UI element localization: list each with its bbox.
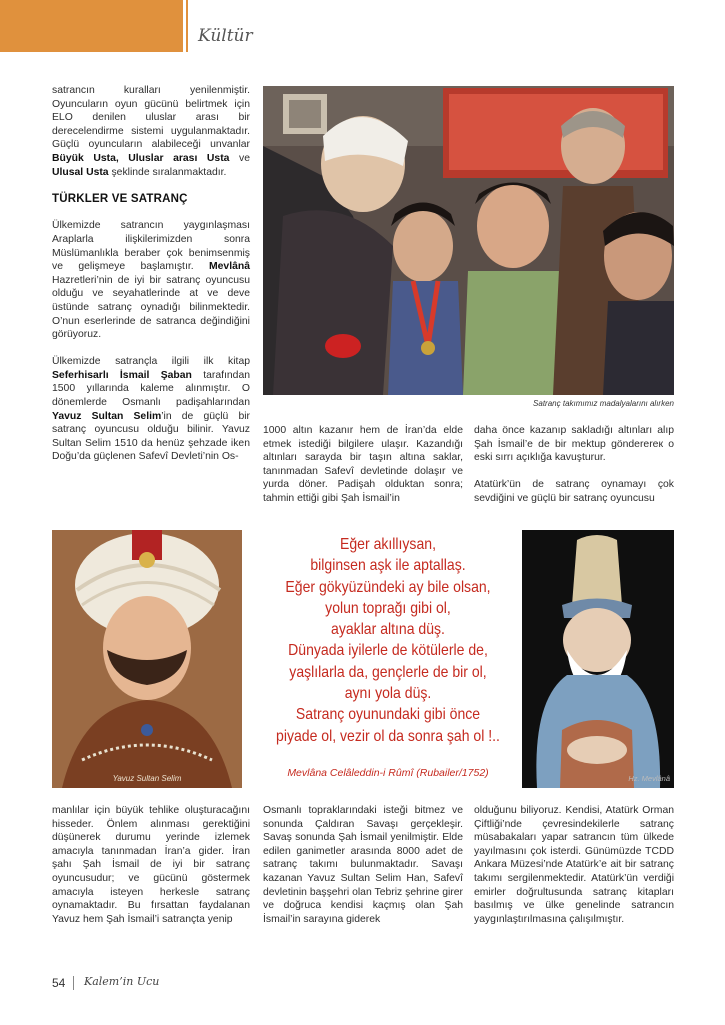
mevlana-caption: Hz. Mevlânâ: [628, 774, 670, 783]
poem-line: Eğer gökyüzündeki ay bile olsan,: [285, 578, 491, 596]
magazine-name: Kalem’in Ucu: [84, 975, 160, 988]
paragraph: manlılar için büyük tehlike oluşturacağını hisseder. Önlem alınması gerektiğini düşünerek durumu yerinde izlemek amacıyla tanınmadan İran’a gider. İran şahı Şah İsmail de iyi bir satranç oyuncusudur; ve gücünü göstermek amacıyla isteyen herkesle satranç oynamaktadır. Bu fırsattan faydalanan Yavuz hem Şah İsmail’i satrançta yenip: [52, 805, 250, 925]
paragraph: olduğunu biliyoruz. Kendisi, Atatürk Orman Çiftliği’nde çevresindekilerle satranç müsabakaları yapar satrancın tüm ülkede yayılmasını çok isterdi. Günümüzde TCDD Ankara Müzesi’nde Atatürk’e ait bir satranç takımı sergilenmektedir. Atatürk’ün verdiği emirler doğrultusunda satranç kitapları basılmış ve ülke genelinde satrancın yaygınlaştırılmasına çalışılmıştır.: [474, 805, 674, 925]
mevlana-illustration: [522, 530, 674, 788]
bold-text: Seferhisarlı İsmail Şaban: [52, 369, 192, 381]
text: ve: [229, 152, 250, 164]
bold-text: Mevlânâ: [208, 261, 250, 273]
column-1-bottom: [52, 804, 250, 940]
column-2-top: [263, 424, 463, 519]
poem-line: Dünyada iyilerle de kötülerle de,: [288, 642, 488, 660]
portrait-caption: Yavuz Sultan Selim: [112, 774, 182, 783]
poem-line: yaşlılarla da, gençlerle de bir ol,: [289, 663, 487, 681]
paragraph: 1000 altın kazanır hem de İran’da elde etmek istediği bilgilere ulaşır. Kazandığı altınları sarayda bir taşın altına saklar, tanınmadan Safevî devletinde dolaşır ve yurda döner. Padişah olduktan sonra; tahmin ettiği gibi Şah İsmail’in: [263, 425, 463, 504]
poem-block: [275, 534, 502, 747]
text: satrancın kuralları yenilenmiştir. Oyuncuların oyun gücünü belirtmek için ELO denilen uluslar arası bir derecelendirme sistemi uygulanmaktadır. Güçlü oyuncuların alabileceği unvanlar: [52, 85, 250, 151]
text: tarafından 1500 yıllarında kaleme alınmıştır. O dönemlerde Osmanlı padişahlarından: [52, 369, 251, 409]
poem-line: Satranç oyunundaki gibi önce: [295, 706, 481, 724]
subheading: TÜRKLER VE SATRANÇ: [52, 192, 188, 205]
poem-line: bilginsen aşk ile aptallaş.: [310, 557, 466, 575]
text: Ülkemizde satrançla ilgili ilk kitap: [52, 356, 250, 368]
chess-team-photo: [263, 86, 674, 395]
text: şeklinde sıralanmaktadır.: [108, 166, 227, 178]
section-title: Kültür: [198, 26, 253, 46]
footer-divider: [73, 976, 74, 990]
text: Ülkemizde satrancın yaygınlaşması Araplarla ilişkilerimizden sonra Müslümanlıkla beraber çok benimsenmiş ve gelişmeye başlamıştır.: [52, 220, 250, 273]
poem-line: aynı yola düş.: [344, 685, 432, 703]
mevlana-drawing: [522, 530, 674, 788]
poem-line: Eğer akıllıysan,: [340, 536, 436, 553]
paragraph: daha önce kazanıp sakladığı altınları alıp Şah İsmail’e de bir mektup gönderereк o eski sırrı açıklığa kavuşturur.: [474, 425, 674, 464]
photo-illustration: [263, 86, 674, 395]
bold-text: Ulusal Usta: [52, 166, 109, 178]
paragraph: [52, 355, 250, 464]
paragraph: [52, 84, 250, 179]
photo-caption: Satranç takımımız madalyalarını alırken: [533, 399, 674, 408]
poem-line: piyade ol, vezir ol da sonra şah ol !..: [276, 727, 500, 745]
column-3-top: [474, 424, 674, 519]
paragraph: [52, 219, 250, 341]
text: ’in de güçlü bir satranç oyuncusu olduğu bilinir. Yavuz Sultan Selim 1510 da henüz şehzade iken Doğu’da güçlenen Safevî Devleti’nin Os-: [52, 410, 250, 463]
page-number: 54: [52, 976, 66, 990]
poem-credit: Mevlâna Celâleddin-i Rûmî (Rubailer/1752): [287, 767, 489, 779]
text: Hazretleri’nin de iyi bir satranç oyuncusu olduğu ve seyahatlerinde at ve deve üstünde satranç oynadığı bilinmektedir. O’nun eserlerinde de satranca değindiğini görüyoruz.: [52, 274, 250, 341]
header-divider: [186, 0, 188, 52]
bold-text: Yavuz Sultan Selim: [52, 410, 162, 422]
paragraph: Osmanlı topraklarındaki isteği bitmez ve sonunda Çaldıran Savaşı gerçekleşir. Savaş sonunda Şah İsmail yenilmiştir. Elde edilen ganimetler arasında 8000 adet de satranç takımı bulunmaktadır. Savaşı kazanan Yavuz Sultan Selim Han, Safevî devletinin başşehri olan Tebriz şehrine girer ve doğruca kendisi kaçmış olan Şah İsmail’in sarayına giderek: [263, 805, 463, 925]
paragraph: Atatürk’ün de satranç oynamayı çok sevdiğini ve güçlü bir satranç oyuncusu: [474, 479, 674, 504]
header-color-block: [0, 0, 183, 52]
poem-line: ayaklar altına düş.: [331, 621, 445, 639]
bold-text: Büyük Usta, Uluslar arası Usta: [52, 152, 230, 164]
yavuz-sultan-selim-portrait: [52, 530, 242, 788]
poem-line: yolun toprağı gibi ol,: [325, 599, 451, 617]
column-3-bottom: [474, 804, 674, 940]
portrait-illustration: [52, 530, 242, 788]
column-2-bottom: [263, 804, 463, 940]
column-1-top: [52, 84, 250, 478]
